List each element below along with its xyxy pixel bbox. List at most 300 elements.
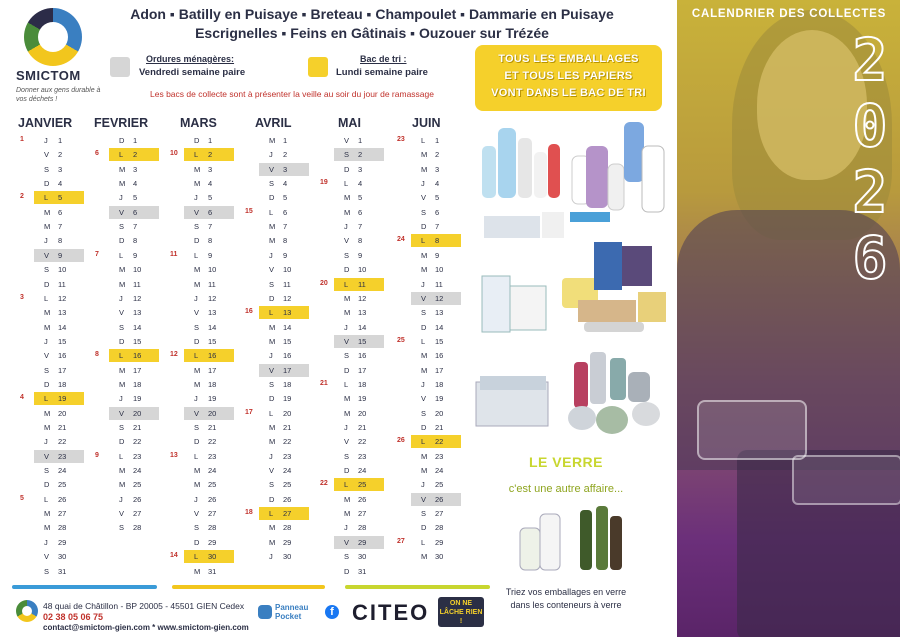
day-number: 7 [133, 222, 138, 232]
day-letter: M [421, 451, 428, 461]
day-letter: M [421, 351, 428, 361]
yellow-swatch-icon [308, 57, 328, 77]
day-letter: D [44, 480, 50, 490]
day-letter: V [344, 437, 350, 447]
day-number: 2 [435, 150, 440, 160]
day-row [245, 278, 315, 291]
week-number: 17 [245, 408, 253, 416]
day-letter: V [194, 509, 200, 519]
day-letter: S [421, 408, 427, 418]
day-row [170, 292, 240, 305]
day-number: 9 [435, 250, 440, 260]
day-number: 24 [358, 466, 367, 476]
day-row [245, 435, 315, 448]
day-letter: M [119, 480, 126, 490]
year-digit-2: 0 [852, 92, 888, 160]
day-row [170, 550, 240, 563]
day-number: 14 [283, 322, 292, 332]
day-letter: D [421, 222, 427, 232]
day-number: 10 [133, 265, 142, 275]
day-row [245, 521, 315, 534]
day-letter: L [44, 394, 49, 404]
day-row [95, 292, 165, 305]
year-digit-3: 2 [852, 158, 888, 226]
day-letter: V [269, 164, 275, 174]
day-letter: V [44, 250, 50, 260]
day-number: 10 [358, 265, 367, 275]
day-row [245, 292, 315, 305]
day-row [170, 464, 240, 477]
day-number: 9 [208, 250, 213, 260]
day-number: 18 [133, 379, 142, 389]
day-letter: V [344, 537, 350, 547]
day-letter: L [119, 451, 124, 461]
day-row [170, 191, 240, 204]
day-number: 6 [208, 207, 213, 217]
week-number: 25 [397, 336, 405, 344]
day-number: 20 [358, 408, 367, 418]
day-number: 21 [58, 423, 67, 432]
day-number: 23 [435, 451, 444, 461]
day-number: 13 [58, 308, 67, 318]
month-header-fevrier: FEVRIER [94, 116, 149, 130]
day-letter: D [44, 279, 50, 289]
month-header-avril: AVRIL [255, 116, 292, 130]
week-number: 5 [20, 494, 24, 502]
day-row [20, 435, 90, 448]
day-number: 27 [435, 509, 444, 519]
day-row [320, 278, 390, 291]
day-letter: L [269, 308, 274, 318]
day-letter: M [421, 150, 428, 160]
day-number: 2 [133, 150, 138, 160]
day-letter: V [269, 365, 275, 375]
smictom-logo-icon [24, 8, 82, 66]
day-letter: M [119, 365, 126, 375]
day-letter: S [269, 379, 275, 389]
day-letter: M [119, 164, 126, 174]
day-row [245, 450, 315, 463]
day-number: 14 [133, 322, 142, 332]
day-row [245, 220, 315, 233]
day-row [95, 263, 165, 276]
day-row [397, 335, 467, 348]
day-letter: V [344, 336, 350, 346]
day-row [320, 507, 390, 520]
day-number: 28 [358, 523, 367, 533]
day-letter: S [269, 179, 275, 189]
day-number: 1 [58, 136, 63, 145]
day-row [397, 134, 467, 147]
day-number: 25 [435, 480, 444, 490]
day-number: 17 [435, 365, 444, 375]
day-letter: M [44, 408, 51, 418]
day-letter: J [344, 222, 348, 232]
day-number: 1 [208, 136, 213, 145]
day-row [397, 148, 467, 161]
day-letter: M [194, 466, 201, 476]
day-number: 8 [435, 236, 440, 246]
day-row [20, 349, 90, 362]
day-number: 16 [133, 351, 142, 361]
smictom-small-logo-icon [16, 600, 38, 622]
day-row [245, 321, 315, 334]
day-number: 23 [58, 451, 67, 461]
day-number: 5 [283, 193, 288, 203]
day-row [320, 565, 390, 578]
day-number: 12 [283, 293, 292, 303]
day-row [20, 521, 90, 534]
footer-line-green [345, 585, 490, 589]
day-number: 22 [435, 437, 444, 447]
day-row [245, 163, 315, 176]
day-number: 18 [58, 379, 67, 389]
day-number: 20 [283, 408, 292, 418]
day-letter: D [44, 379, 50, 389]
day-row [397, 321, 467, 334]
day-number: 26 [435, 494, 444, 504]
day-number: 12 [208, 293, 217, 303]
day-number: 30 [358, 552, 367, 562]
panneau-line-1: Panneau [275, 603, 309, 612]
day-row [20, 378, 90, 391]
day-row [20, 550, 90, 563]
day-number: 27 [208, 509, 217, 519]
month-header-janvier: JANVIER [18, 116, 73, 130]
day-row [95, 234, 165, 247]
day-number: 11 [58, 279, 66, 289]
panneau-pocket-icon[interactable] [258, 605, 272, 619]
day-letter: M [44, 222, 51, 232]
day-number: 10 [435, 265, 444, 275]
day-letter: D [194, 236, 200, 246]
day-letter: D [421, 523, 427, 533]
day-row [20, 177, 90, 190]
day-letter: V [44, 150, 50, 160]
day-row [20, 565, 90, 578]
day-number: 25 [208, 480, 217, 490]
day-letter: V [194, 207, 200, 217]
day-row [95, 507, 165, 520]
day-row [170, 364, 240, 377]
day-number: 15 [358, 336, 367, 346]
day-letter: J [269, 351, 273, 361]
day-row [245, 507, 315, 520]
day-row [20, 493, 90, 506]
day-row [95, 191, 165, 204]
day-number: 22 [133, 437, 142, 447]
day-row [20, 364, 90, 377]
day-row [320, 234, 390, 247]
week-number: 12 [170, 351, 178, 359]
day-number: 13 [133, 308, 142, 318]
day-letter: L [344, 179, 349, 189]
day-number: 29 [358, 537, 367, 547]
day-letter: L [344, 379, 349, 389]
cardboard-packaging-image [474, 236, 670, 344]
footer-contact[interactable]: contact@smictom-gien.com * www.smictom-gien.com [43, 623, 249, 632]
day-row [20, 306, 90, 319]
day-letter: M [44, 523, 51, 533]
day-number: 31 [208, 566, 217, 576]
day-number: 20 [208, 408, 217, 418]
day-row [397, 177, 467, 190]
day-number: 3 [133, 164, 138, 174]
day-row [397, 464, 467, 477]
month-header-juin: JUIN [412, 116, 441, 130]
day-letter: V [194, 408, 200, 418]
day-letter: J [344, 322, 348, 332]
day-row [245, 364, 315, 377]
day-row [397, 263, 467, 276]
day-number: 28 [133, 523, 142, 533]
day-letter: M [421, 164, 428, 174]
day-letter: J [421, 179, 425, 189]
day-letter: D [269, 193, 275, 203]
day-row [320, 134, 390, 147]
day-letter: L [421, 336, 426, 346]
verre-subtitle: c'est une autre affaire... [508, 483, 624, 495]
gray-swatch-icon [110, 57, 130, 77]
day-row [170, 234, 240, 247]
day-row [397, 407, 467, 420]
day-letter: L [421, 537, 426, 547]
day-number: 19 [283, 394, 292, 404]
day-letter: J [119, 394, 123, 404]
day-row [170, 278, 240, 291]
day-letter: M [269, 336, 276, 346]
day-number: 21 [208, 423, 217, 432]
day-row [320, 464, 390, 477]
day-letter: D [194, 537, 200, 547]
day-letter: L [44, 494, 49, 504]
day-row [245, 493, 315, 506]
day-number: 13 [358, 308, 367, 318]
day-row [320, 536, 390, 549]
day-number: 12 [58, 293, 67, 303]
day-number: 11 [358, 279, 366, 289]
day-row [170, 335, 240, 348]
day-number: 16 [283, 351, 292, 361]
year-digit-4: 6 [852, 224, 888, 292]
day-letter: L [194, 150, 199, 160]
day-letter: J [119, 193, 123, 203]
day-row [397, 493, 467, 506]
day-letter: M [344, 293, 351, 303]
day-row [320, 521, 390, 534]
legend-ordures-title: Ordures ménagères: [146, 54, 235, 64]
day-letter: L [421, 136, 426, 145]
day-number: 11 [435, 279, 443, 289]
day-letter: S [44, 265, 50, 275]
day-number: 17 [283, 365, 292, 375]
day-number: 15 [208, 336, 217, 346]
citeo-logo: CITEO [352, 600, 430, 625]
day-row [320, 364, 390, 377]
day-row [397, 435, 467, 448]
day-letter: L [194, 552, 199, 562]
day-number: 15 [58, 336, 67, 346]
day-row [397, 306, 467, 319]
day-number: 26 [358, 494, 367, 504]
day-row [170, 536, 240, 549]
day-letter: M [421, 466, 428, 476]
day-row [95, 450, 165, 463]
day-row [320, 493, 390, 506]
banner-line-2: ET TOUS LES PAPIERS [504, 70, 633, 82]
day-row [170, 435, 240, 448]
day-number: 29 [208, 537, 217, 547]
day-letter: J [44, 136, 48, 145]
day-letter: V [421, 193, 427, 203]
facebook-icon[interactable]: f [325, 605, 339, 619]
day-letter: M [194, 566, 201, 576]
day-number: 10 [283, 265, 292, 275]
day-number: 13 [435, 308, 444, 318]
logo-name: SMICTOM [16, 68, 81, 83]
day-letter: S [119, 222, 125, 232]
day-number: 22 [358, 437, 367, 447]
day-number: 14 [58, 322, 67, 332]
day-letter: S [194, 322, 200, 332]
day-letter: J [421, 279, 425, 289]
day-number: 2 [358, 150, 363, 160]
day-number: 21 [133, 423, 142, 432]
day-number: 15 [283, 336, 292, 346]
day-row [397, 421, 467, 434]
day-number: 4 [283, 179, 288, 189]
day-row [170, 478, 240, 491]
day-number: 23 [358, 451, 367, 461]
day-number: 18 [358, 379, 367, 389]
week-number: 27 [397, 537, 405, 545]
day-row [170, 421, 240, 434]
day-row [320, 249, 390, 262]
day-row [95, 177, 165, 190]
day-letter: V [269, 265, 275, 275]
day-letter: D [194, 437, 200, 447]
day-letter: M [269, 236, 276, 246]
day-row [170, 306, 240, 319]
day-letter: L [269, 509, 274, 519]
day-row [397, 392, 467, 405]
day-row [320, 421, 390, 434]
day-number: 21 [435, 423, 444, 432]
day-number: 20 [133, 408, 142, 418]
day-row [170, 521, 240, 534]
day-letter: M [344, 509, 351, 519]
day-letter: M [194, 179, 201, 189]
day-letter: L [194, 351, 199, 361]
day-row [320, 191, 390, 204]
day-number: 25 [283, 480, 292, 490]
day-number: 10 [58, 265, 67, 275]
day-number: 22 [283, 437, 292, 447]
week-number: 4 [20, 394, 24, 402]
day-number: 24 [435, 466, 444, 476]
day-letter: J [44, 236, 48, 246]
day-number: 11 [133, 279, 141, 289]
day-number: 4 [208, 179, 213, 189]
day-letter: M [194, 365, 201, 375]
day-letter: S [344, 451, 350, 461]
day-row [20, 421, 90, 434]
day-row [320, 450, 390, 463]
day-row [95, 464, 165, 477]
day-row [397, 234, 467, 247]
day-row [20, 478, 90, 491]
day-letter: D [344, 566, 350, 576]
day-row [245, 550, 315, 563]
day-letter: S [421, 509, 427, 519]
day-number: 18 [283, 379, 292, 389]
day-letter: D [44, 179, 50, 189]
day-number: 7 [208, 222, 213, 232]
day-letter: M [194, 279, 201, 289]
day-number: 19 [435, 394, 444, 404]
day-letter: V [421, 394, 427, 404]
day-row [95, 407, 165, 420]
day-number: 3 [208, 164, 213, 174]
day-letter: M [344, 207, 351, 217]
day-row [320, 306, 390, 319]
verre-title: LE VERRE [528, 454, 603, 470]
day-letter: S [344, 552, 350, 562]
day-number: 1 [435, 136, 440, 145]
day-letter: D [119, 437, 125, 447]
week-number: 16 [245, 308, 253, 316]
day-letter: V [344, 236, 350, 246]
day-number: 15 [435, 336, 444, 346]
day-number: 6 [435, 207, 440, 217]
day-row [397, 349, 467, 362]
day-number: 22 [58, 437, 67, 447]
day-letter: S [119, 523, 125, 533]
day-number: 11 [283, 279, 291, 289]
day-number: 5 [358, 193, 363, 203]
day-row [20, 148, 90, 161]
day-number: 18 [435, 379, 444, 389]
day-letter: D [269, 394, 275, 404]
day-number: 12 [133, 293, 142, 303]
day-row [320, 263, 390, 276]
day-number: 30 [283, 552, 292, 562]
day-row [20, 450, 90, 463]
day-row [397, 163, 467, 176]
day-number: 24 [133, 466, 142, 476]
day-row [20, 392, 90, 405]
communes-line-1: Adon ▪ Batilly en Puisaye ▪ Breteau ▪ Champoulet ▪ Dammarie en Puisaye [130, 6, 614, 22]
day-row [170, 220, 240, 233]
glass-bottles-image [512, 504, 632, 580]
day-row [20, 220, 90, 233]
day-number: 4 [133, 179, 138, 189]
panneau-pocket-label[interactable] [275, 603, 308, 621]
day-row [397, 536, 467, 549]
day-letter: V [421, 293, 427, 303]
day-letter: V [44, 351, 50, 361]
day-number: 12 [358, 293, 367, 303]
day-number: 5 [435, 193, 440, 203]
day-row [95, 148, 165, 161]
week-number: 20 [320, 279, 328, 287]
day-row [170, 378, 240, 391]
day-row [170, 263, 240, 276]
day-letter: J [44, 336, 48, 346]
day-letter: M [421, 250, 428, 260]
week-number: 13 [170, 451, 178, 459]
day-letter: D [119, 336, 125, 346]
